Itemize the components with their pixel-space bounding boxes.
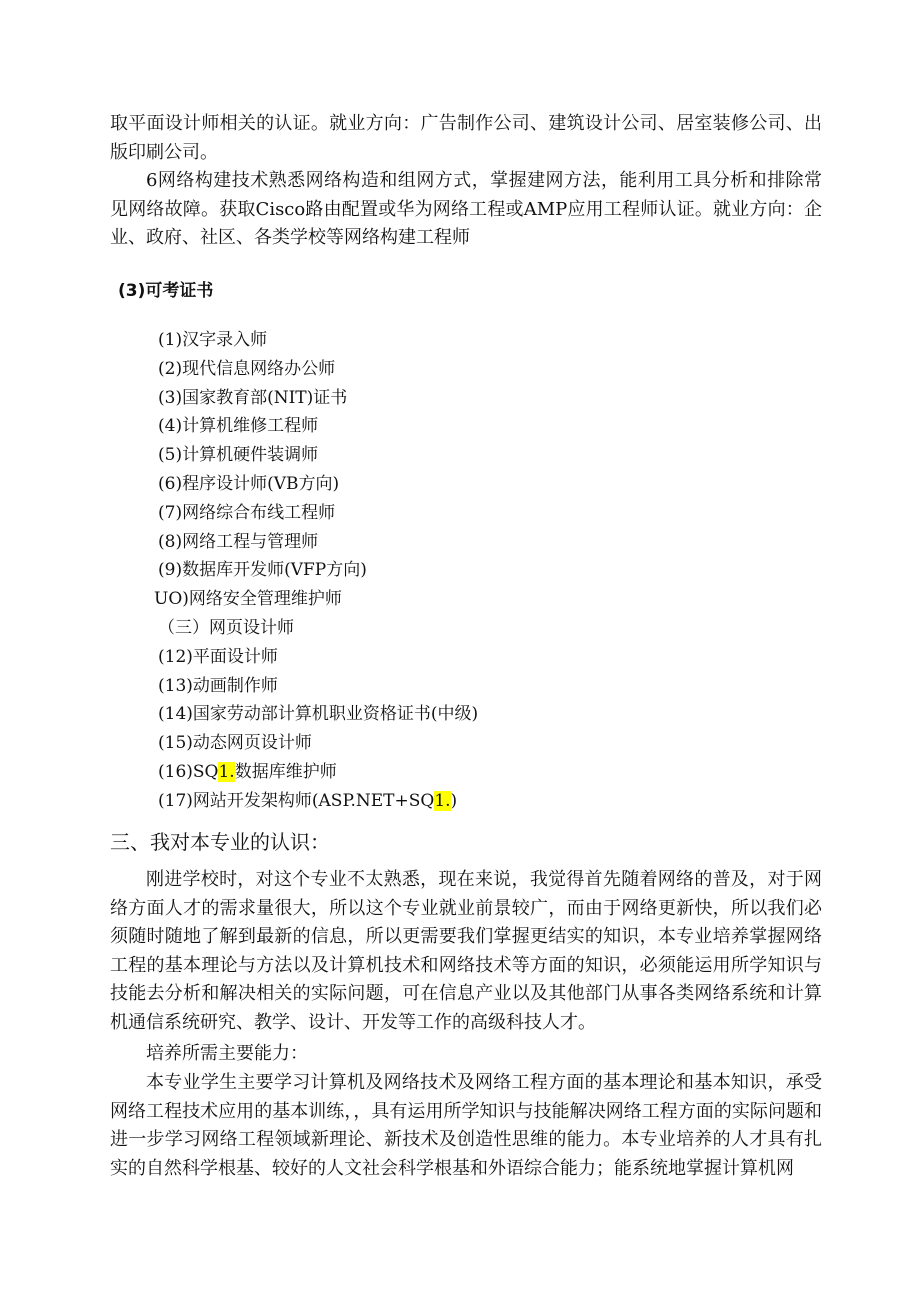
certificate-item: （三）网页设计师 <box>158 617 294 638</box>
certificate-item: (12)平面设计师 <box>158 646 278 667</box>
certificate-item: UO)网络安全管理维护师 <box>154 589 342 610</box>
paragraph-network-building: 6网络构建技术熟悉网络构造和组网方式，掌握建网方法，能利用工具分析和排除常见网络故障。获取Cisco路由配置或华为网络工程或AMP应用工程师认证。就业方向：企业、政府、社区、各类学校等网络构建工程师 <box>110 170 822 248</box>
certificate-item: (6)程序设计师(VB方向) <box>158 473 340 494</box>
certificate-item: (14)国家劳动部计算机职业资格证书(中级) <box>158 704 479 725</box>
paragraph-understanding: 刚进学校时，对这个专业不太熟悉，现在来说，我觉得首先随着网络的普及，对于网络方面人才的需求量很大，所以这个专业就业前景较广，而由于网络更新快，所以我们必须随时随地了解到最新的信息，所以更需要我们掌握更结实的知识，本专业培养掌握网络工程的基本理论与方法以及计算机技术和网络技术等方面的知识，必须能运用所学知识与技能去分析和解决相关的实际问题，可在信息产业以及其他部门从事各类网络系统和计算机通信系统研究、教学、设计、开发等工作的高级科技人才。 <box>110 869 822 1033</box>
highlighted-text: 1. <box>434 790 451 811</box>
certificate-item: (3)国家教育部(NIT)证书 <box>158 387 348 408</box>
subheading-abilities: 培养所需主要能力： <box>146 1043 308 1064</box>
certificate-item: (8)网络工程与管理师 <box>158 531 319 552</box>
certificate-text: (16)SQ <box>158 761 219 782</box>
certificate-list <box>154 326 479 816</box>
certificates-heading: (3)可考证书 <box>118 281 214 301</box>
certificate-item: (4)计算机维修工程师 <box>158 416 319 437</box>
certificate-text: ) <box>450 790 458 811</box>
section-heading: 三、我对本专业的认识： <box>110 830 330 854</box>
paragraph-abilities: 本专业学生主要学习计算机及网络技术及网络工程方面的基本理论和基本知识，承受网络工程技术应用的基本训练，，具有运用所学知识与技能解决网络工程方面的实际问题和进一步学习网络工程领域新理论、新技术及创造性思维的能力。本专业培养的人才具有扎实的自然科学根基、较好的人文社会科学根基和外语综合能力；能系统地掌握计算机网 <box>110 1072 822 1179</box>
certificate-item: (1)汉字录入师 <box>158 330 268 350</box>
certificate-item: (2)现代信息网络办公师 <box>158 358 336 379</box>
certificate-item: (7)网络综合布线工程师 <box>158 502 336 523</box>
certificate-item-sql <box>158 758 478 787</box>
certificate-item: (5)计算机硬件装调师 <box>158 445 319 466</box>
certificate-item: (9)数据库开发师(VFP方向) <box>158 560 367 581</box>
certificate-item: (15)动态网页设计师 <box>158 733 312 754</box>
certificate-item: (13)动画制作师 <box>158 675 278 696</box>
certificate-text: (17)网站开发架构师(ASP.NET+SQ <box>158 790 435 811</box>
paragraph-graphic-design-cert: 取平面设计师相关的认证。就业方向：广告制作公司、建筑设计公司、居室装修公司、出版印刷公司。 <box>110 113 822 163</box>
certificate-item-web-architect <box>158 787 478 816</box>
highlighted-text: 1. <box>218 761 235 782</box>
certificate-text: 数据库维护师 <box>234 761 337 782</box>
